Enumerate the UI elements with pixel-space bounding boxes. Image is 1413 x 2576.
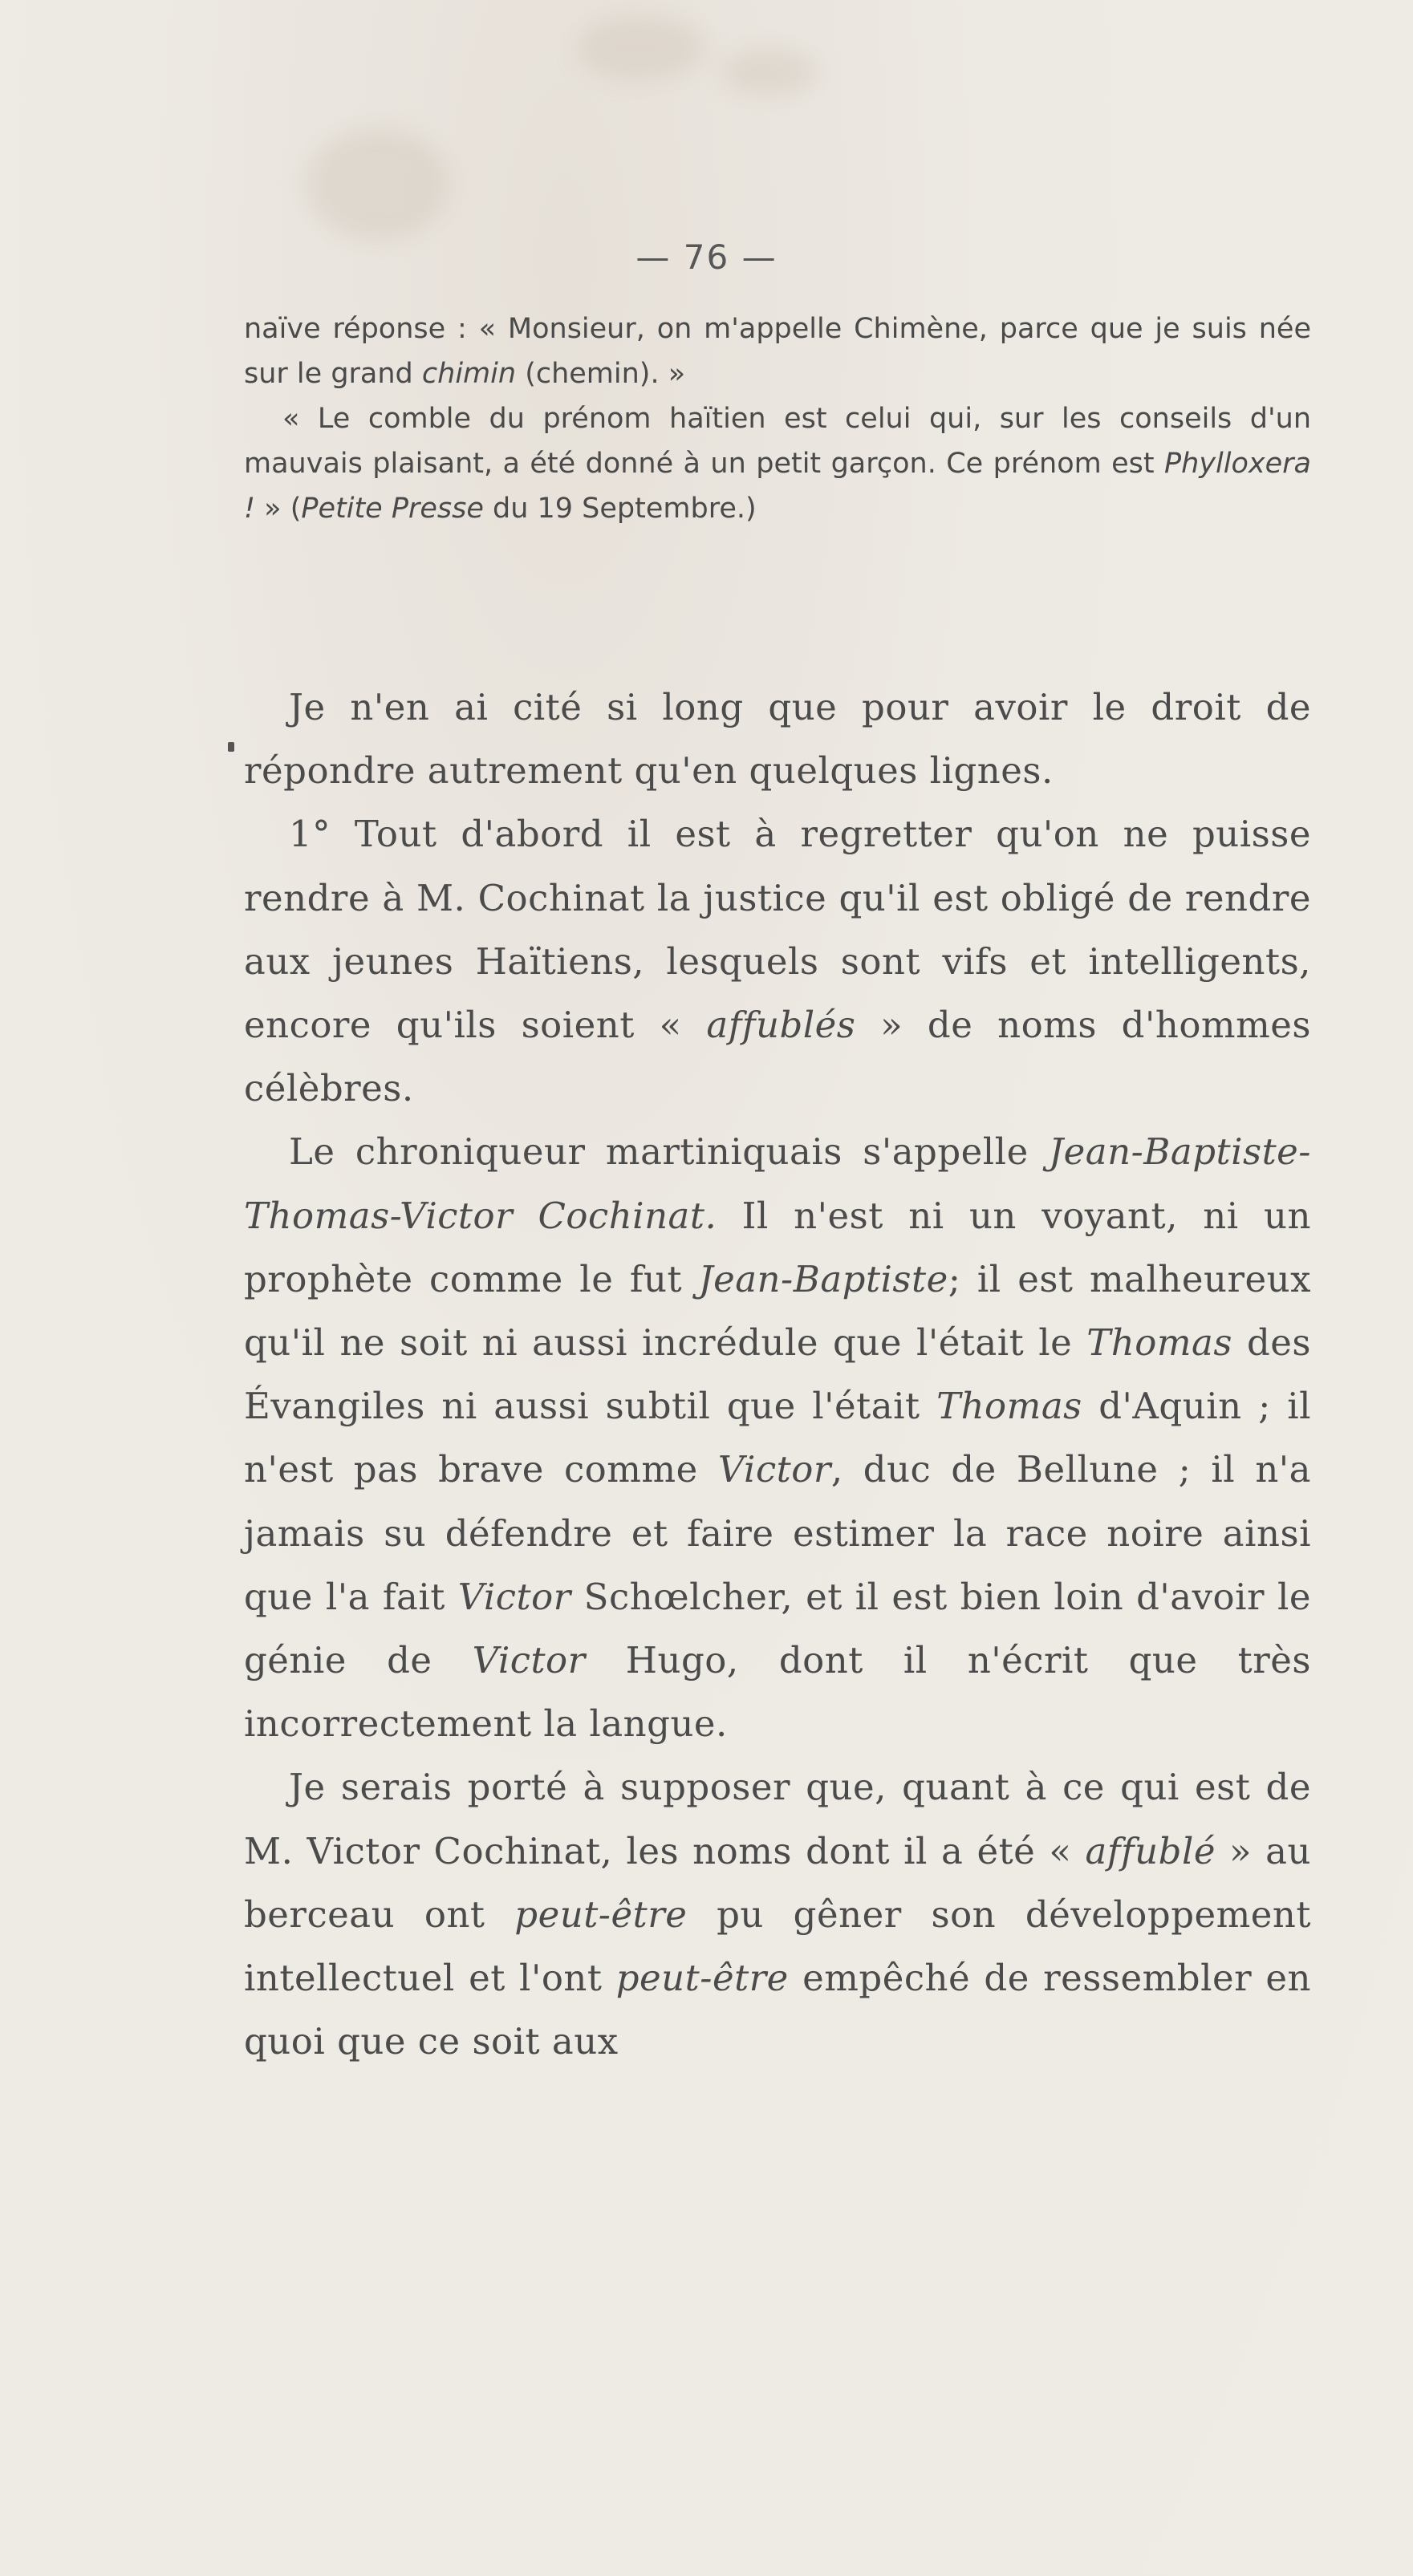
text-run: » de noms d'hommes célèbres. (244, 1004, 1311, 1110)
text-run: empêché de ressembler en quoi que ce soit aux (244, 1957, 1311, 2063)
italic-text: Thomas (936, 1385, 1082, 1428)
text-run: Je n'en ai cité si long que pour avoir le droit de répondre autrement qu'en quelques lignes. (244, 686, 1311, 793)
body-paragraph (244, 1755, 1311, 2073)
text-run: des Évangiles ni aussi subtil que l'était (244, 1321, 1311, 1428)
italic-text: Jean-Baptiste-Thomas-Victor Cochinat. (244, 1130, 1311, 1237)
text-run: Hugo, dont il n'écrit que très incorrectement la langue. (244, 1639, 1311, 1746)
body-paragraph (244, 802, 1311, 1120)
text-run: Le chroniqueur martiniquais s'appelle (289, 1130, 1050, 1174)
italic-text: chimin (421, 358, 517, 390)
italic-text: Jean-Baptiste (698, 1257, 948, 1300)
page-number: — 76 — (635, 237, 778, 277)
italic-text: peut-être (615, 1957, 789, 2000)
italic-text: Victor (717, 1448, 831, 1491)
text-run: Je serais porté à supposer que, quant à ce qui est de M. Victor Cochinat, les noms dont il a été « (244, 1766, 1311, 1872)
text-run: » au berceau ont (244, 1829, 1311, 1936)
paper-stain (305, 128, 449, 241)
italic-text: Thomas (1086, 1321, 1232, 1365)
text-run: du 19 Septembre.) (483, 493, 757, 525)
margin-mark (228, 742, 234, 752)
text-run: ; il est malheureux qu'il ne soit ni aussi incrédule que l'était le (244, 1257, 1311, 1365)
text-run: naïve réponse : « Monsieur, on m'appelle Chimène, parce que je suis née sur le grand (244, 313, 1311, 390)
paper-stain (722, 48, 818, 96)
italic-text: peut-être (514, 1892, 688, 1936)
text-run: , duc de Bellune ; il n'a jamais su défendre et faire estimer la race noire ainsi que l'a fait (244, 1448, 1311, 1618)
body-paragraph (244, 675, 1311, 802)
footnote-paragraph (244, 306, 1311, 396)
italic-text: Victor (472, 1639, 586, 1682)
italic-text: Petite Presse (301, 493, 484, 525)
body-paragraph (244, 1120, 1311, 1755)
text-run: » ( (255, 493, 302, 525)
text-run: Il n'est ni un voyant, ni un prophète comme le fut (244, 1194, 1311, 1300)
text-run: « Le comble du prénom haïtien est celui qui, sur les conseils d'un mauvais plaisant, a été donné à un petit garçon. Ce prénom est (244, 403, 1311, 480)
italic-text: Victor (457, 1575, 571, 1618)
italic-text: affublé (1085, 1829, 1216, 1872)
text-run: (chemin). » (516, 358, 686, 390)
paper-stain (578, 16, 706, 80)
footnote-block (244, 306, 1311, 531)
text-run: d'Aquin ; il n'est pas brave comme (244, 1385, 1312, 1491)
footnote-paragraph (244, 396, 1311, 531)
italic-text: Phylloxera ! (244, 448, 1311, 525)
italic-text: affublés (706, 1004, 856, 1047)
body-text (244, 675, 1311, 2073)
text-run: 1° Tout d'abord il est à regretter qu'on ne puisse rendre à M. Cochinat la justice qu'il est obligé de rendre aux jeunes Haïtiens, lesquels sont vifs et intelligents, encore qu'ils soient « (244, 813, 1311, 1047)
text-run: pu gêner son développement intellectuel et l'ont (244, 1892, 1312, 2000)
text-run: Schœlcher, et il est bien loin d'avoir le génie de (244, 1575, 1311, 1682)
